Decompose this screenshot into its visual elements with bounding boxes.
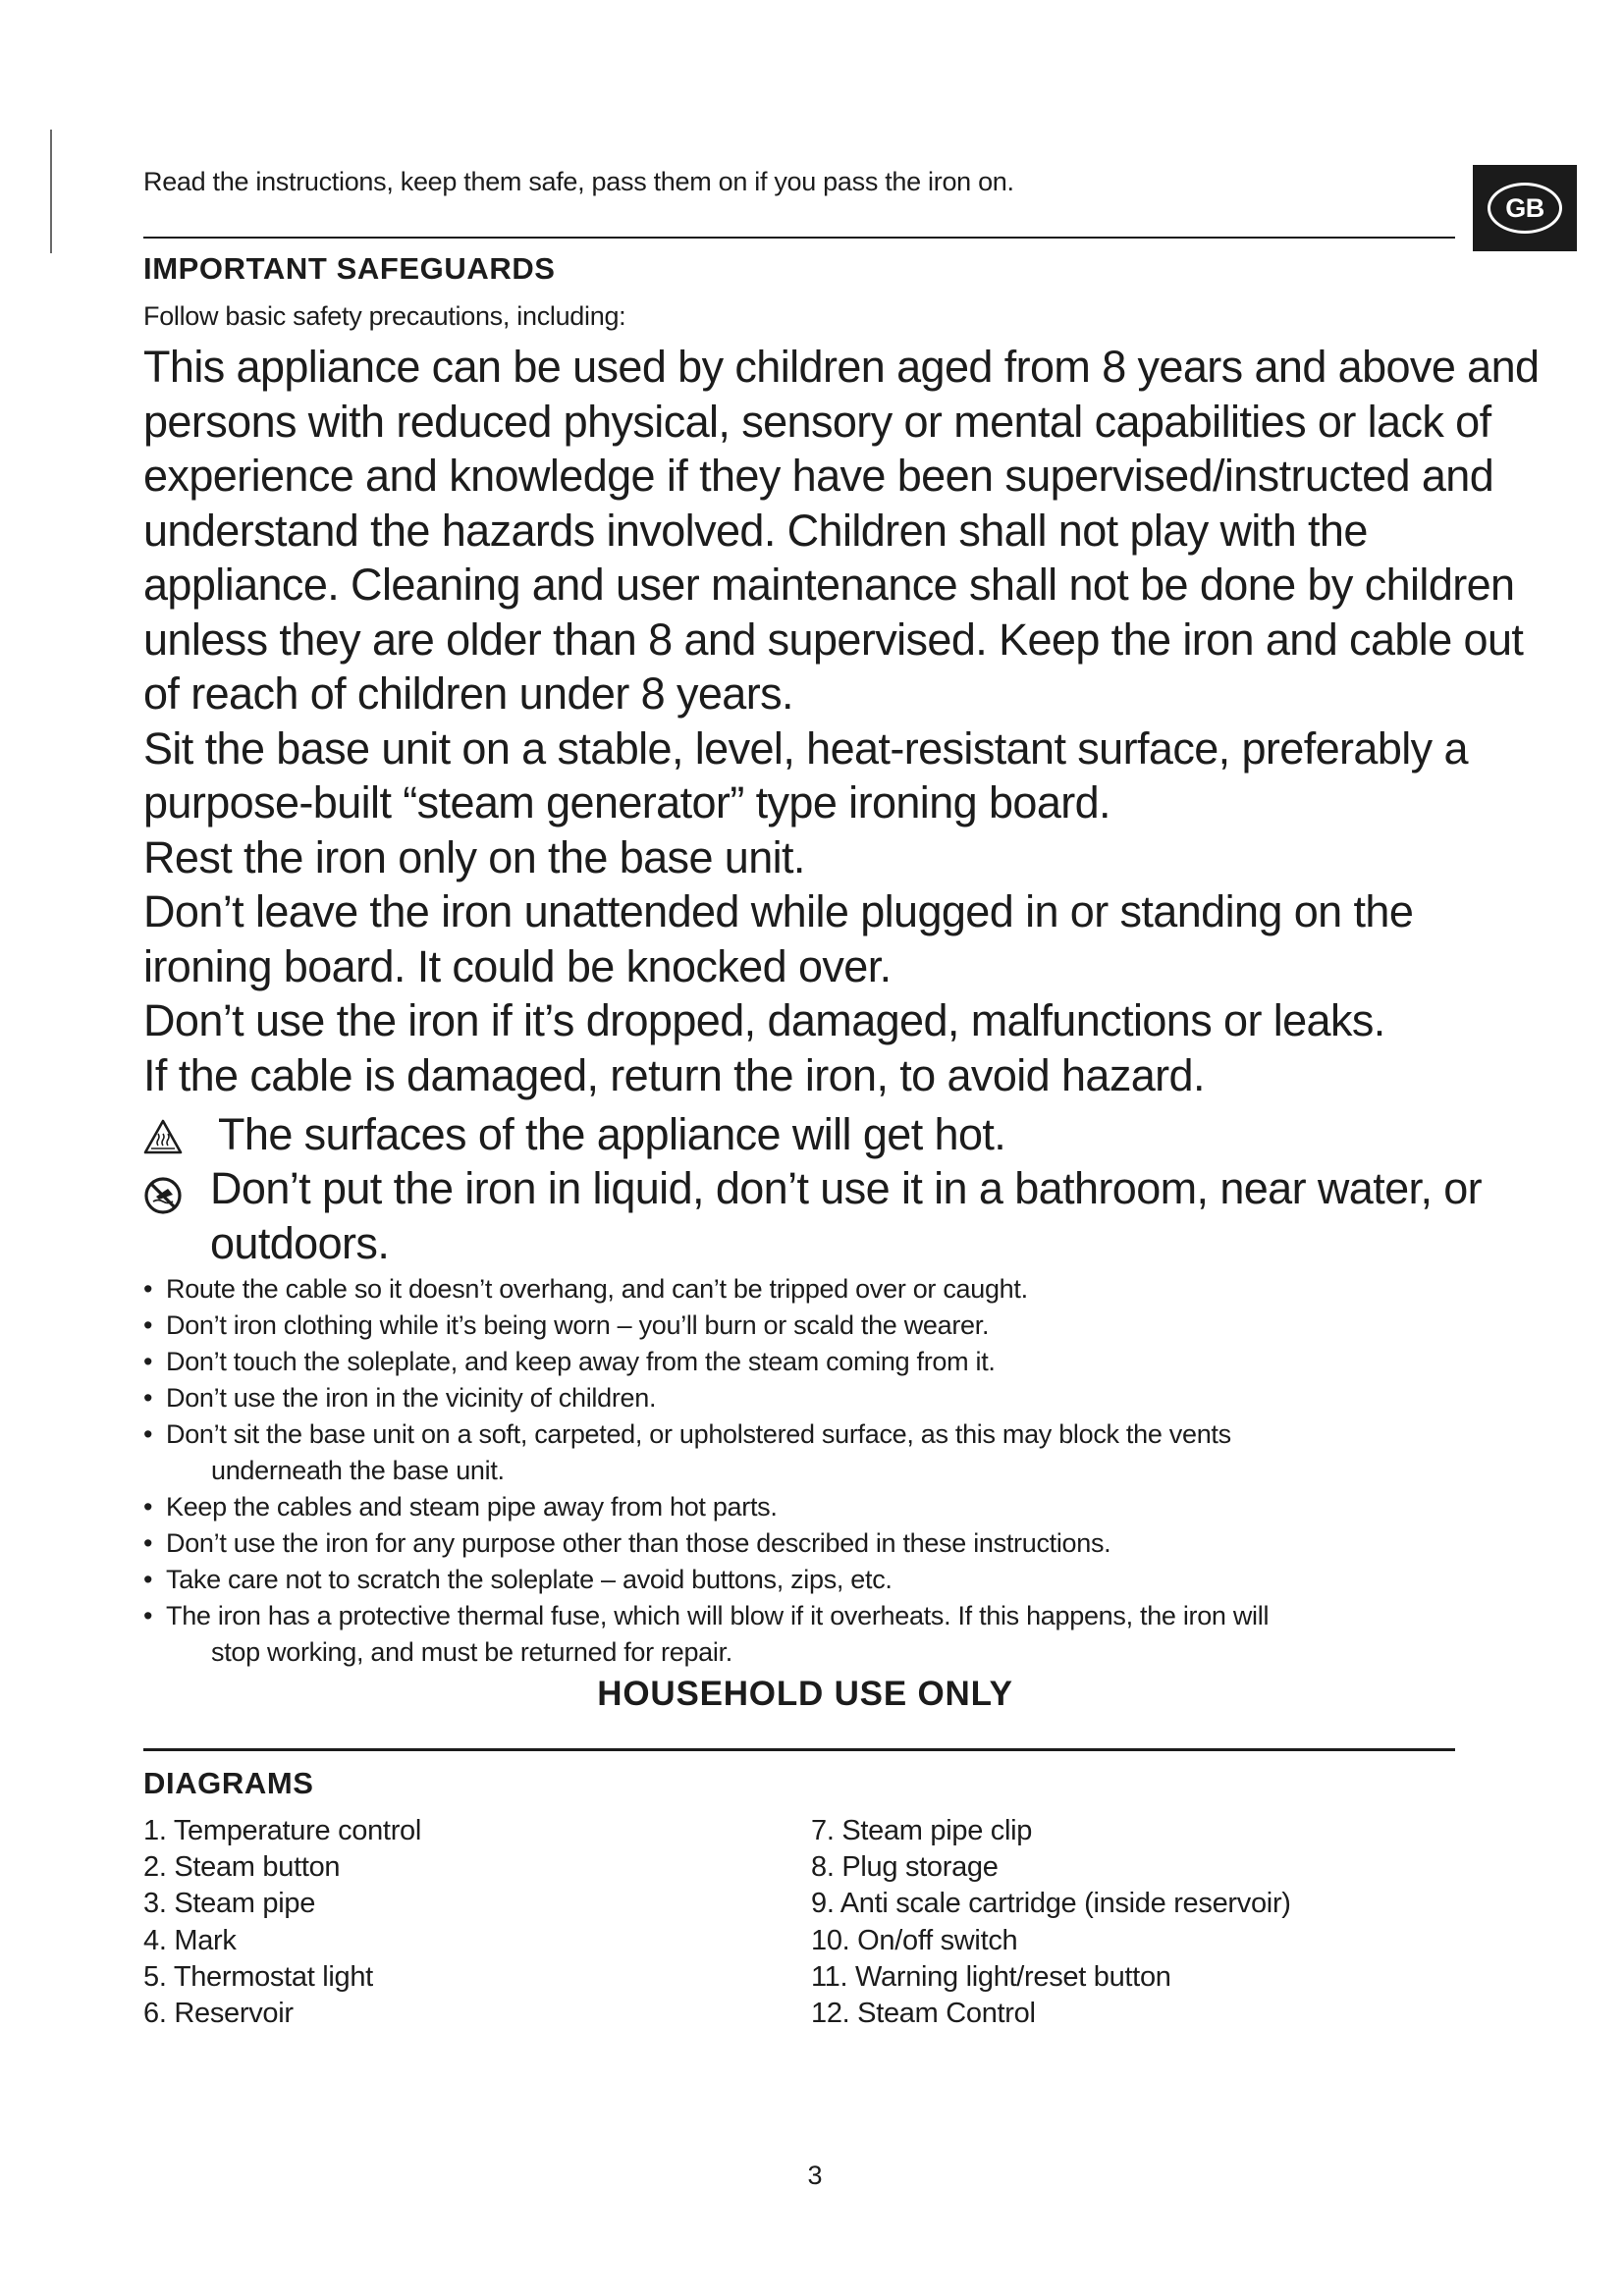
list-item-text: Keep the cables and steam pipe away from hot parts. bbox=[166, 1492, 778, 1522]
list-item bbox=[143, 1380, 1518, 1416]
list-item: 4. Mark bbox=[143, 1924, 237, 1956]
header-divider bbox=[143, 237, 1455, 239]
bullet-icon: • bbox=[143, 1383, 153, 1413]
bullet-icon: • bbox=[143, 1419, 153, 1449]
list-item: 3. Steam pipe bbox=[143, 1888, 316, 1920]
list-item: 2. Steam button bbox=[143, 1851, 341, 1884]
list-item: 1. Temperature control bbox=[143, 1815, 422, 1846]
safeguard-paragraph: Don’t use the iron if it’s dropped, damaged, malfunctions or leaks. bbox=[143, 995, 1385, 1045]
bullet-icon: • bbox=[143, 1528, 153, 1558]
no-immersion-warning bbox=[143, 1161, 1518, 1270]
safeguard-paragraph: If the cable is damaged, return the iron, to avoid hazard. bbox=[143, 1049, 1205, 1100]
list-item bbox=[143, 1416, 1518, 1489]
parts-list-right bbox=[811, 1813, 1291, 2032]
bullet-icon: • bbox=[143, 1565, 153, 1594]
safeguards-title: IMPORTANT SAFEGUARDS bbox=[143, 251, 556, 286]
list-item-text: Don’t use the iron in the vicinity of children. bbox=[166, 1383, 657, 1413]
list-item-text: The iron has a protective thermal fuse, which will blow if it overheats. If this happens, the iron will bbox=[166, 1601, 1270, 1630]
list-item: 12. Steam Control bbox=[811, 1998, 1036, 2030]
list-item: 11. Warning light/reset button bbox=[811, 1960, 1171, 1993]
list-item: 9. Anti scale cartridge (inside reservoir) bbox=[811, 1888, 1291, 1920]
list-item: 10. On/off switch bbox=[811, 1924, 1018, 1956]
list-item bbox=[143, 1271, 1518, 1308]
list-item-continuation: stop working, and must be returned for repair. bbox=[211, 1637, 732, 1667]
safeguard-paragraph: Rest the iron only on the base unit. bbox=[143, 831, 805, 882]
list-item-text: Don’t use the iron for any purpose other than those described in these instructions. bbox=[166, 1528, 1111, 1558]
page-number: 3 bbox=[807, 2161, 823, 2190]
parts-list-left bbox=[143, 1813, 421, 2032]
list-item-continuation: underneath the base unit. bbox=[211, 1456, 505, 1485]
safeguard-paragraph: This appliance can be used by children aged from 8 years and above and persons with reduced physical, sensory or mental capabilities or lack of experience and knowledge if they have been supervised/instructed and understand the hazards involved. Children shall not play with the appliance. Cleaning and user maintenance shall not be done by children unless they are older than 8 and supervised. Keep the iron and cable out of reach of children under 8 years. bbox=[143, 342, 1540, 719]
safeguard-paragraph: Don’t leave the iron unattended while plugged in or standing on the ironing board. It could be knocked over. bbox=[143, 886, 1414, 991]
list-item-text: Don’t sit the base unit on a soft, carpeted, or upholstered surface, as this may block the vents bbox=[166, 1419, 1231, 1449]
no-immersion-icon bbox=[143, 1176, 183, 1215]
hot-surface-text: The surfaces of the appliance will get hot. bbox=[218, 1109, 1006, 1159]
safety-bullet-list bbox=[143, 1271, 1518, 1671]
list-item bbox=[143, 1525, 1518, 1562]
intro-text: Read the instructions, keep them safe, pass them on if you pass the iron on. bbox=[143, 167, 1014, 196]
diagrams-divider bbox=[143, 1748, 1455, 1751]
no-immersion-text: Don’t put the iron in liquid, don’t use it in a bathroom, near water, or outdoors. bbox=[210, 1163, 1483, 1268]
bullet-icon: • bbox=[143, 1492, 153, 1522]
country-badge bbox=[1473, 165, 1577, 251]
country-badge-label: GB bbox=[1488, 183, 1562, 234]
list-item-text: Don’t touch the soleplate, and keep away from the steam coming from it. bbox=[166, 1347, 996, 1376]
list-item-text: Take care not to scratch the soleplate – avoid buttons, zips, etc. bbox=[166, 1565, 893, 1594]
list-item-text: Route the cable so it doesn’t overhang, and can’t be tripped over or caught. bbox=[166, 1274, 1028, 1304]
list-item: 5. Thermostat light bbox=[143, 1960, 373, 1993]
list-item bbox=[143, 1308, 1518, 1344]
list-item-text: Don’t iron clothing while it’s being worn – you’ll burn or scald the wearer. bbox=[166, 1310, 990, 1340]
bullet-icon: • bbox=[143, 1601, 153, 1630]
list-item: 7. Steam pipe clip bbox=[811, 1815, 1033, 1846]
bullet-icon: • bbox=[143, 1274, 153, 1304]
list-item bbox=[143, 1562, 1518, 1598]
household-use-notice: HOUSEHOLD USE ONLY bbox=[597, 1675, 1013, 1713]
list-item bbox=[143, 1598, 1518, 1671]
list-item: 6. Reservoir bbox=[143, 1998, 294, 2030]
list-item: 8. Plug storage bbox=[811, 1851, 999, 1884]
list-item bbox=[143, 1489, 1518, 1525]
hot-surface-warning-icon bbox=[143, 1119, 183, 1154]
safeguard-paragraph: Sit the base unit on a stable, level, heat-resistant surface, preferably a purpose-built “steam generator” type ironing board. bbox=[143, 722, 1468, 828]
bullet-icon: • bbox=[143, 1310, 153, 1340]
margin-mark bbox=[50, 130, 52, 253]
bullet-icon: • bbox=[143, 1347, 153, 1376]
safeguards-paragraphs bbox=[143, 340, 1547, 1102]
list-item bbox=[143, 1344, 1518, 1380]
diagrams-title: DIAGRAMS bbox=[143, 1766, 314, 1800]
safeguards-subtitle: Follow basic safety precautions, including: bbox=[143, 301, 626, 331]
